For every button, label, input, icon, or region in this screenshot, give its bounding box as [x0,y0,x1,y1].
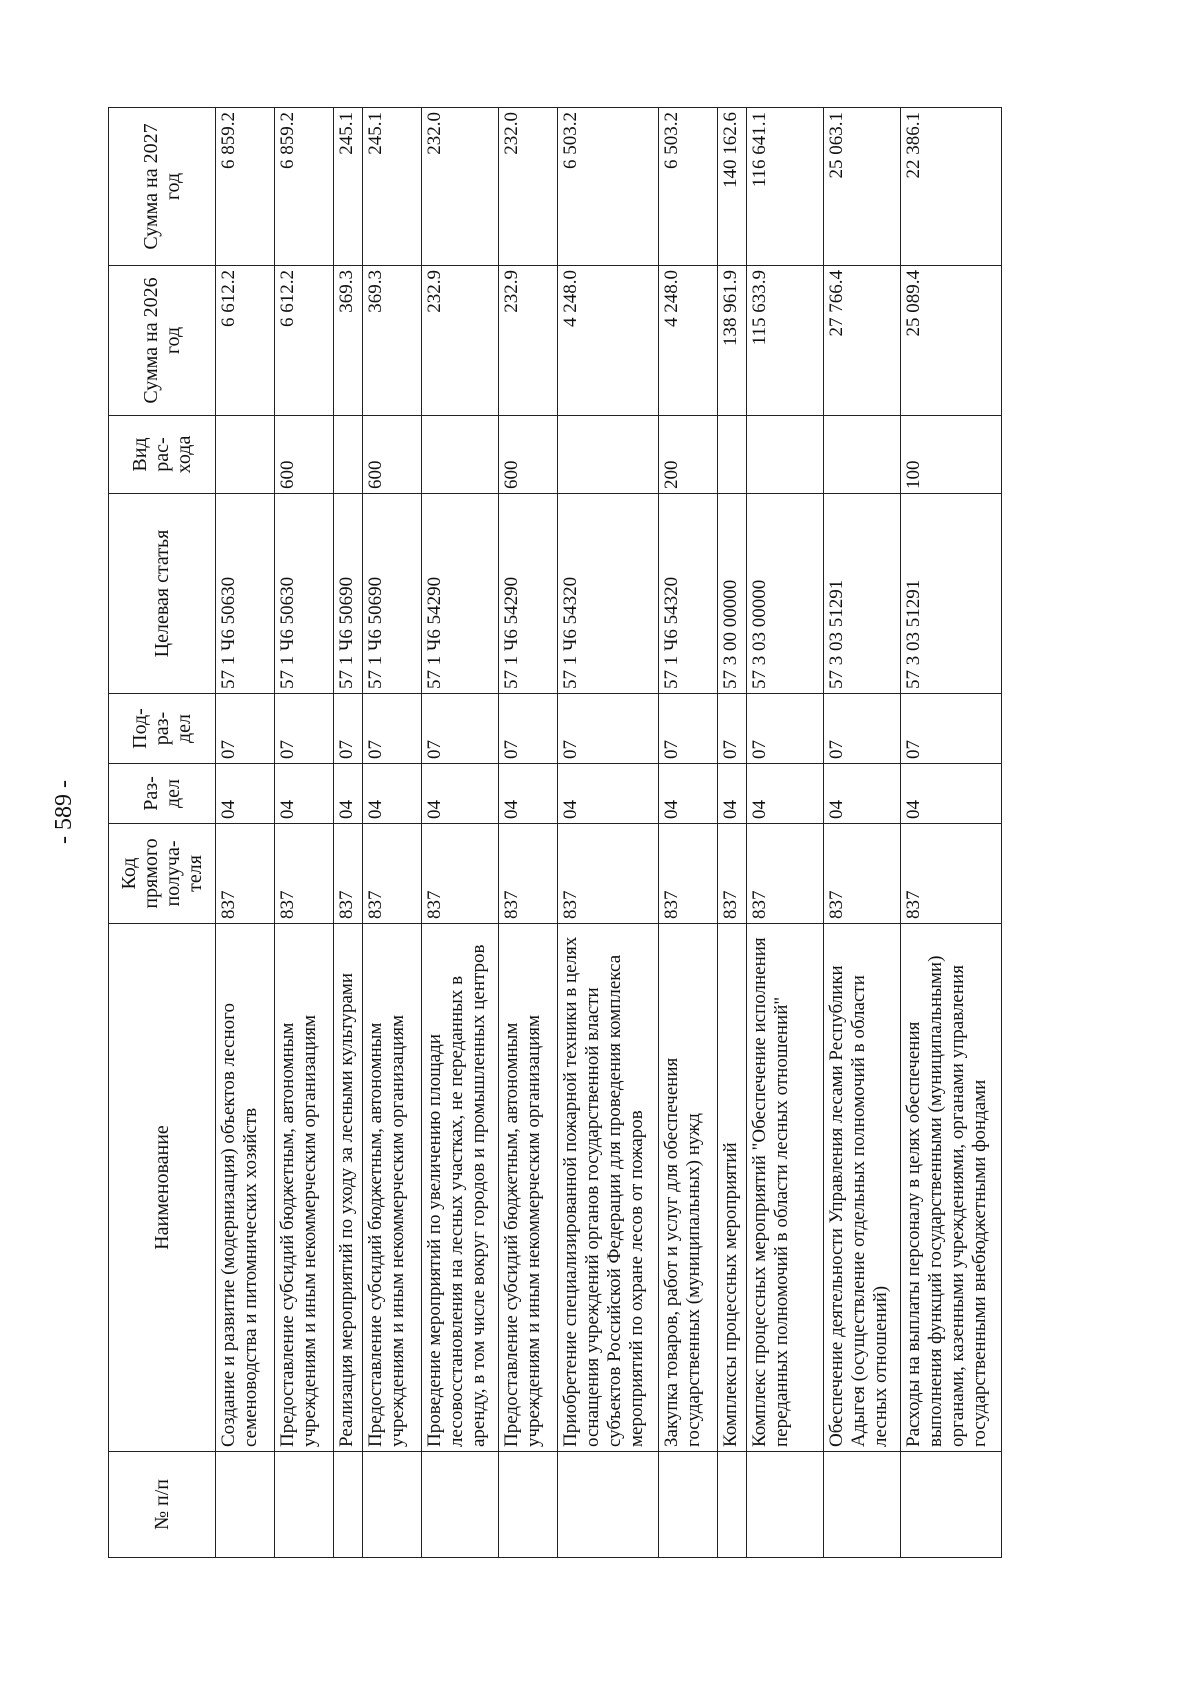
cell-expense-type: 600 [499,416,558,494]
cell-number [334,1452,363,1558]
cell-recipient-code: 837 [334,824,363,924]
cell-expense-type: 200 [659,416,718,494]
cell-section: 04 [747,764,824,824]
cell-recipient-code: 837 [747,824,824,924]
cell-subsection: 07 [659,694,718,764]
cell-sum-2026: 4 248.0 [558,266,659,416]
cell-target-article: 57 3 03 00000 [747,494,824,694]
cell-target-article: 57 1 Ч6 50690 [334,494,363,694]
cell-name: Предоставление субсидий бюджетным, автономным учреждениям и иным некоммерческим организациям [275,924,334,1452]
cell-number [216,1452,275,1558]
cell-recipient-code: 837 [422,824,499,924]
cell-subsection: 07 [747,694,824,764]
cell-recipient-code: 837 [824,824,901,924]
cell-target-article: 57 1 Ч6 54320 [659,494,718,694]
cell-target-article: 57 3 03 51291 [901,494,1002,694]
cell-sum-2026: 6 612.2 [216,266,275,416]
table-row [499,108,558,1558]
cell-sum-2027: 25 063.1 [824,108,901,266]
cell-subsection: 07 [422,694,499,764]
cell-expense-type: 600 [363,416,422,494]
cell-name: Предоставление субсидий бюджетным, автономным учреждениям и иным некоммерческим организациям [499,924,558,1452]
table-row [334,108,363,1558]
cell-expense-type [216,416,275,494]
cell-sum-2026: 115 633.9 [747,266,824,416]
cell-name: Комплекс процессных мероприятий "Обеспечение исполнения переданных полномочий в области лесных отношений" [747,924,824,1452]
table-row [363,108,422,1558]
cell-section: 04 [275,764,334,824]
cell-sum-2027: 116 641.1 [747,108,824,266]
cell-recipient-code: 837 [363,824,422,924]
cell-subsection: 07 [558,694,659,764]
table-row [216,108,275,1558]
header-sum-2027: Сумма на 2027 год [109,108,216,266]
cell-section: 04 [422,764,499,824]
cell-subsection: 07 [901,694,1002,764]
cell-target-article: 57 1 Ч6 50630 [275,494,334,694]
cell-recipient-code: 837 [558,824,659,924]
cell-section: 04 [824,764,901,824]
header-target-article: Целевая статья [109,494,216,694]
cell-sum-2026: 6 612.2 [275,266,334,416]
cell-expense-type: 600 [275,416,334,494]
cell-section: 04 [718,764,747,824]
header-subsection: Под-раз-дел [109,694,216,764]
cell-recipient-code: 837 [659,824,718,924]
cell-section: 04 [901,764,1002,824]
table-row [275,108,334,1558]
cell-sum-2026: 27 766.4 [824,266,901,416]
cell-target-article: 57 1 Ч6 50690 [363,494,422,694]
cell-sum-2027: 245.1 [363,108,422,266]
header-recipient-code: Код прямого получа-теля [109,824,216,924]
cell-name: Приобретение специализированной пожарной техники в целях оснащения учреждений органов государственной власти субъектов Российской Федерации для проведения комплекса мероприятий по охране лесов от пожаров [558,924,659,1452]
cell-recipient-code: 837 [275,824,334,924]
table-body [216,108,1002,1558]
cell-section: 04 [363,764,422,824]
cell-name: Комплексы процессных мероприятий [718,924,747,1452]
cell-sum-2026: 25 089.4 [901,266,1002,416]
cell-number [275,1452,334,1558]
cell-recipient-code: 837 [499,824,558,924]
cell-expense-type [824,416,901,494]
cell-subsection: 07 [499,694,558,764]
header-expense-type: Вид рас-хода [109,416,216,494]
cell-expense-type [334,416,363,494]
cell-subsection: 07 [718,694,747,764]
cell-number [718,1452,747,1558]
cell-sum-2027: 22 386.1 [901,108,1002,266]
cell-name: Проведение мероприятий по увеличению площади лесовосстановления на лесных участках, не переданных в аренду, в том числе вокруг городов и промышленных центров [422,924,499,1452]
cell-section: 04 [558,764,659,824]
table-header-row [109,108,216,1558]
cell-section: 04 [334,764,363,824]
cell-number [422,1452,499,1558]
cell-section: 04 [659,764,718,824]
cell-name: Обеспечение деятельности Управления лесами Республики Адыгея (осуществление отдельных полномочий в области лесных отношений) [824,924,901,1452]
header-name: Наименование [109,924,216,1452]
cell-target-article: 57 1 Ч6 54290 [422,494,499,694]
cell-number [363,1452,422,1558]
rotated-table-container [108,108,1058,1558]
cell-expense-type [718,416,747,494]
cell-target-article: 57 3 03 51291 [824,494,901,694]
cell-expense-type [747,416,824,494]
cell-section: 04 [499,764,558,824]
table-row [422,108,499,1558]
page-number: - 589 - [51,780,77,844]
cell-sum-2026: 138 961.9 [718,266,747,416]
cell-sum-2027: 6 503.2 [558,108,659,266]
cell-expense-type [558,416,659,494]
cell-expense-type [422,416,499,494]
header-number: № п/п [109,1452,216,1558]
cell-name: Создание и развитие (модернизация) объектов лесного семеноводства и питомнических хозяйств [216,924,275,1452]
cell-number [747,1452,824,1558]
cell-recipient-code: 837 [718,824,747,924]
cell-name: Расходы на выплаты персоналу в целях обеспечения выполнения функций государственными (муниципальными) органами, казенными учреждениями, органами управления государственными внебюджетными фондами [901,924,1002,1452]
budget-table [108,107,1002,1558]
table-row [824,108,901,1558]
cell-subsection: 07 [824,694,901,764]
cell-target-article: 57 1 Ч6 54290 [499,494,558,694]
cell-number [901,1452,1002,1558]
cell-name: Закупка товаров, работ и услуг для обеспечения государственных (муниципальных) нужд [659,924,718,1452]
cell-sum-2026: 232.9 [422,266,499,416]
cell-name: Предоставление субсидий бюджетным, автономным учреждениям и иным некоммерческим организациям [363,924,422,1452]
cell-number [499,1452,558,1558]
cell-sum-2027: 6 859.2 [216,108,275,266]
cell-subsection: 07 [363,694,422,764]
cell-section: 04 [216,764,275,824]
cell-sum-2026: 4 248.0 [659,266,718,416]
cell-target-article: 57 1 Ч6 50630 [216,494,275,694]
header-sum-2026: Сумма на 2026 год [109,266,216,416]
cell-target-article: 57 3 00 00000 [718,494,747,694]
cell-sum-2027: 245.1 [334,108,363,266]
table-row [659,108,718,1558]
cell-recipient-code: 837 [216,824,275,924]
cell-sum-2026: 369.3 [363,266,422,416]
cell-target-article: 57 1 Ч6 54320 [558,494,659,694]
cell-sum-2027: 232.0 [499,108,558,266]
table-row [901,108,1002,1558]
cell-sum-2027: 140 162.6 [718,108,747,266]
header-section: Раз-дел [109,764,216,824]
cell-number [558,1452,659,1558]
cell-expense-type: 100 [901,416,1002,494]
cell-sum-2026: 369.3 [334,266,363,416]
table-row [718,108,747,1558]
cell-number [659,1452,718,1558]
table-row [558,108,659,1558]
table-row [747,108,824,1558]
cell-subsection: 07 [216,694,275,764]
cell-number [824,1452,901,1558]
cell-sum-2027: 6 503.2 [659,108,718,266]
cell-name: Реализация мероприятий по уходу за лесными культурами [334,924,363,1452]
cell-sum-2027: 232.0 [422,108,499,266]
cell-sum-2027: 6 859.2 [275,108,334,266]
cell-subsection: 07 [334,694,363,764]
cell-sum-2026: 232.9 [499,266,558,416]
cell-subsection: 07 [275,694,334,764]
cell-recipient-code: 837 [901,824,1002,924]
